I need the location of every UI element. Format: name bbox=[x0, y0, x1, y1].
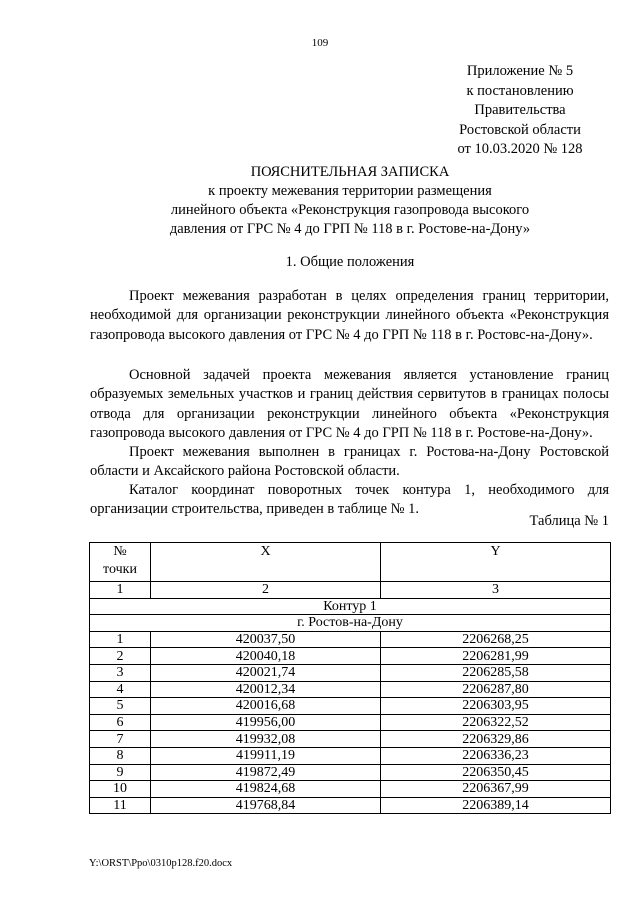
point-number-cell: 6 bbox=[90, 714, 151, 731]
table-row bbox=[90, 664, 611, 681]
x-coordinate-cell: 419872,49 bbox=[151, 764, 381, 781]
title-line: ПОЯСНИТЕЛЬНАЯ ЗАПИСКА bbox=[250, 164, 450, 180]
y-coordinate-cell: 2206350,45 bbox=[381, 764, 611, 781]
appendix-line: Приложение № 5 bbox=[466, 63, 574, 79]
paragraph: Каталог координат поворотных точек контура 1, необходимого для организации строительства, приведен в таблице № 1. bbox=[90, 482, 609, 518]
column-number: 1 bbox=[90, 582, 151, 599]
header-point-number bbox=[90, 543, 151, 582]
coordinates-table bbox=[89, 542, 611, 814]
y-coordinate-cell: 2206336,23 bbox=[381, 747, 611, 764]
y-coordinate-cell: 2206389,14 bbox=[381, 797, 611, 814]
footer-file-path: Y:\ORST\Ppo\0310p128.f20.docx bbox=[89, 858, 233, 869]
appendix-block bbox=[455, 62, 585, 160]
column-number: 2 bbox=[151, 582, 381, 599]
point-number-cell: 11 bbox=[90, 797, 151, 814]
contour-label: Контур 1 bbox=[90, 598, 611, 615]
city-label: г. Ростов-на-Дону bbox=[90, 615, 611, 632]
table-header-row bbox=[90, 543, 611, 582]
paragraph: Проект межевания выполнен в границах г. Ростова-на-Дону Ростовской области и Аксайского района Ростовской области. bbox=[90, 444, 609, 480]
point-number-cell: 1 bbox=[90, 631, 151, 648]
point-number-cell: 9 bbox=[90, 764, 151, 781]
appendix-line: Ростовской области bbox=[459, 121, 581, 138]
appendix-line: к постановлению bbox=[466, 82, 574, 99]
x-coordinate-cell: 420037,50 bbox=[151, 631, 381, 648]
y-coordinate-cell: 2206303,95 bbox=[381, 698, 611, 715]
x-coordinate-cell: 419932,08 bbox=[151, 731, 381, 748]
y-coordinate-cell: 2206268,25 bbox=[381, 631, 611, 648]
header-x: X bbox=[151, 543, 381, 582]
x-coordinate-cell: 419956,00 bbox=[151, 714, 381, 731]
appendix-line: Правительства bbox=[474, 102, 566, 118]
header-point-number-label: № точки bbox=[103, 544, 137, 577]
table-row bbox=[90, 731, 611, 748]
y-coordinate-cell: 2206281,99 bbox=[381, 648, 611, 665]
point-number-cell: 3 bbox=[90, 664, 151, 681]
paragraph: Проект межевания разработан в целях определения границ территории, необходимой для организации реконструкции линейного объекта «Реконструкция газопровода высокого давления от ГРС № 4 до ГРП № 118 в г. Ростовс-на-Дону». bbox=[90, 288, 609, 343]
point-number-cell: 8 bbox=[90, 747, 151, 764]
table-row bbox=[90, 648, 611, 665]
appendix-line: от 10.03.2020 № 128 bbox=[457, 141, 583, 157]
title-line: давления от ГРС № 4 до ГРП № 118 в г. Ростове-на-Дону» bbox=[169, 221, 531, 237]
x-coordinate-cell: 420016,68 bbox=[151, 698, 381, 715]
city-row bbox=[90, 615, 611, 632]
y-coordinate-cell: 2206322,52 bbox=[381, 714, 611, 731]
y-coordinate-cell: 2206287,80 bbox=[381, 681, 611, 698]
table-row bbox=[90, 714, 611, 731]
y-coordinate-cell: 2206329,86 bbox=[381, 731, 611, 748]
point-number-cell: 10 bbox=[90, 781, 151, 798]
table-row bbox=[90, 781, 611, 798]
column-numbering-row bbox=[90, 582, 611, 599]
x-coordinate-cell: 419911,19 bbox=[151, 747, 381, 764]
table-row bbox=[90, 764, 611, 781]
paragraph: Основной задачей проекта межевания является установление границ образуемых земельных участков и границ действия сервитутов в границах полосы отвода для организации реконструкции линейного объекта «Реконструкция газопровода высокого давления от ГРС № 4 до ГРП № 118 в г. Ростове-на-Дону». bbox=[90, 367, 609, 442]
point-number-cell: 7 bbox=[90, 731, 151, 748]
column-number: 3 bbox=[381, 582, 611, 599]
point-number-cell: 5 bbox=[90, 698, 151, 715]
title-line: линейного объекта «Реконструкция газопровода высокого bbox=[170, 202, 530, 218]
contour-row bbox=[90, 598, 611, 615]
x-coordinate-cell: 420040,18 bbox=[151, 648, 381, 665]
x-coordinate-cell: 420012,34 bbox=[151, 681, 381, 698]
x-coordinate-cell: 419768,84 bbox=[151, 797, 381, 814]
x-coordinate-cell: 419824,68 bbox=[151, 781, 381, 798]
table-row bbox=[90, 681, 611, 698]
table-caption: Таблица № 1 bbox=[529, 513, 609, 529]
table-row bbox=[90, 698, 611, 715]
title-line: к проекту межевания территории размещения bbox=[208, 183, 492, 199]
page-number: 109 bbox=[311, 37, 329, 49]
x-coordinate-cell: 420021,74 bbox=[151, 664, 381, 681]
section-heading: 1. Общие положения bbox=[285, 254, 415, 270]
table-row bbox=[90, 631, 611, 648]
table-row bbox=[90, 797, 611, 814]
y-coordinate-cell: 2206285,58 bbox=[381, 664, 611, 681]
point-number-cell: 2 bbox=[90, 648, 151, 665]
header-y: Y bbox=[381, 543, 611, 582]
y-coordinate-cell: 2206367,99 bbox=[381, 781, 611, 798]
table-row bbox=[90, 747, 611, 764]
point-number-cell: 4 bbox=[90, 681, 151, 698]
document-title bbox=[0, 163, 640, 239]
